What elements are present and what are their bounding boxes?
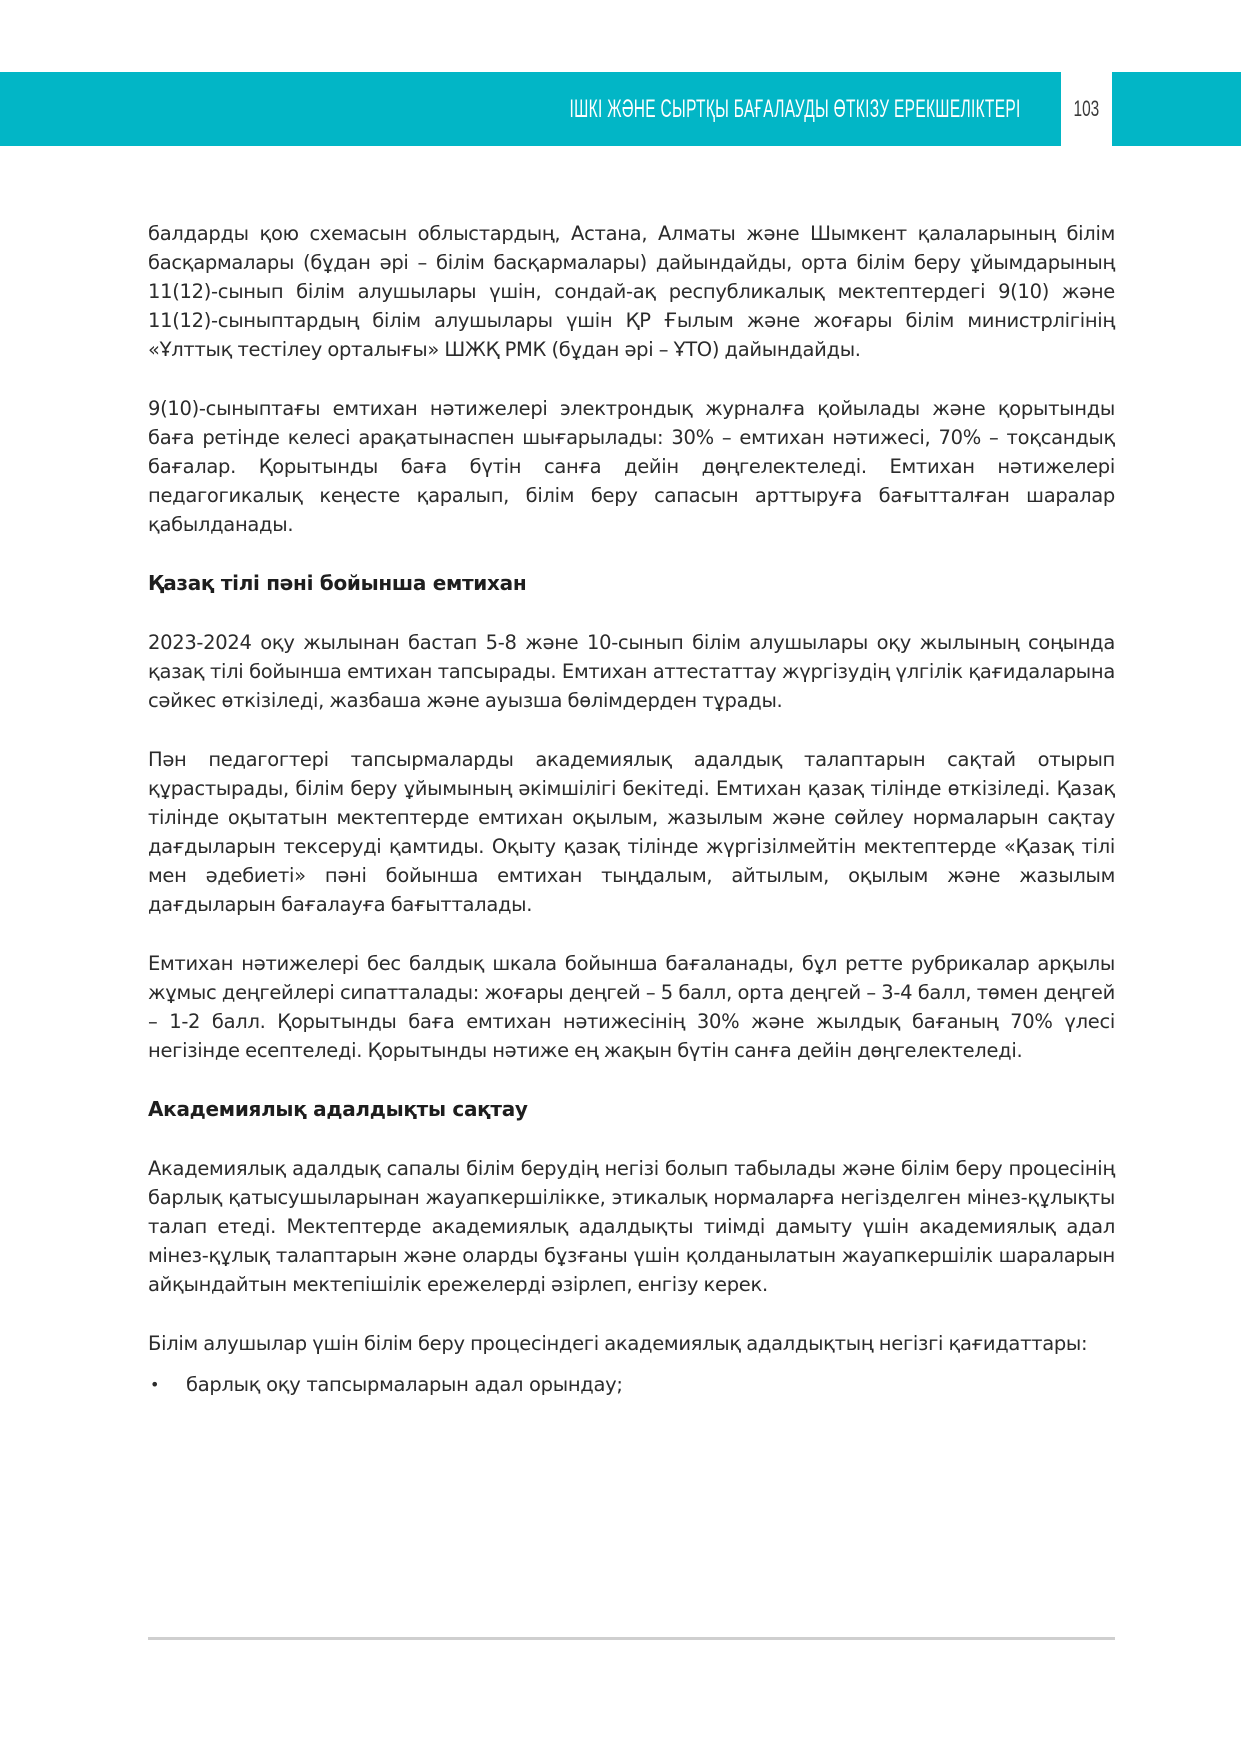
paragraph-exam-scoring: Емтихан нәтижелері бес балдық шкала бойынша бағаланады, бұл ретте рубрикалар арқылы жұмыс деңгейлері сипатталады: жоғары деңгей – 5 балл, орта деңгей – 3-4 балл, төмен деңгей – 1-2 балл. Қорытынды баға емтихан нәтижесінің 30% және жылдық бағаның 70% үлесі негізінде есептеледі. Қорытынды нәтиже ең жақын бүтін санға дейін дөңгелектеледі. [148,952,1115,1062]
spacer [148,364,1115,394]
section-heading-academic-integrity: Академиялық адалдықты сақтау [148,1097,528,1121]
page-content [148,219,1115,1399]
bullet-icon: • [150,1375,160,1394]
spacer [148,598,1115,628]
paragraph-grade-9-results: 9(10)-сыныптағы емтихан нәтижелері электрондық журналға қойылады және қорытынды баға ретінде келесі арақатынаспен шығарылады: 30% – емтихан нәтижесі, 70% – тоқсандық бағалар. Қорытынды баға бүтін санға дейін дөңгелектеледі. Емтихан нәтижелері педагогикалық кеңесте қаралып, білім беру сапасын арттыруға бағытталған шаралар қабылданады. [148,397,1115,536]
page-number-text: 103 [1073,96,1100,121]
spacer [148,919,1115,949]
spacer [148,1358,1115,1370]
list-item [148,1370,1115,1399]
spacer [148,1124,1115,1154]
paragraph-exam-preparation: Пән педагогтері тапсырмаларды академиялық адалдық талаптарын сақтай отырып құрастырады, білім беру ұйымының әкімшілігі бекітеді. Емтихан қазақ тілінде өткізіледі. Қазақ тілінде оқытатын мектептерде емтихан оқылым, жазылым және сөйлеу нормаларын сақтау дағдыларын тексеруді қамтиды. Оқыту қазақ тілінде жүргізілмейтін мектептерде «Қазақ тілі мен әдебиеті» пәні бойынша емтихан тыңдалым, айтылым, оқылым және жазылым дағдыларын бағалауға бағытталады. [148,748,1115,916]
header-accent-block [1112,72,1241,146]
paragraph-academic-integrity: Академиялық адалдық сапалы білім берудің негізі болып табылады және білім беру процесінің барлық қатысушыларынан жауапкершілікке, этикалық нормаларға негізделген мінез-құлықты талап етеді. Мектептерде академиялық адалдықты тиімді дамыту үшін академиялық адал мінез-құлық талаптарын және оларды бұзғаны үшін қолданылатын жауапкершілік шараларын айқындайтын мектепішілік ережелерді әзірлеп, енгізу керек. [148,1157,1115,1296]
spacer [148,715,1115,745]
section-heading-kazakh-exam: Қазақ тілі пәні бойынша емтихан [148,571,527,595]
paragraph-kazakh-exam-intro: 2023-2024 оқу жылынан бастап 5-8 және 10-сынып білім алушылары оқу жылының соңында қазақ тілі бойынша емтихан тапсырады. Емтихан аттестаттау жүргізудің үлгілік қағидаларына сәйкес өткізіледі, жазбаша және ауызша бөлімдерден тұрады. [148,631,1115,712]
spacer [148,1299,1115,1329]
footer-divider [148,1637,1115,1640]
header-bar [0,72,1061,146]
running-header-title: ІШКІ ЖӘНЕ СЫРТҚЫ БАҒАЛАУДЫ ӨТКІЗУ ЕРЕКШЕЛІКТЕРІ [569,95,1021,123]
paragraph-principles-intro: Білім алушылар үшін білім беру процесіндегі академиялық адалдықтың негізгі қағидаттары: [148,1332,1088,1355]
spacer [148,539,1115,569]
page-number [1061,72,1112,146]
paragraph-grading-scheme: балдарды қою схемасын облыстардың, Астана, Алматы және Шымкент қалаларының білім басқармалары (бұдан әрі – білім басқармалары) дайындайды, орта білім беру ұйымдарының 11(12)-сынып білім алушылары үшін, сондай-ақ республикалық мектептердегі 9(10) және 11(12)-сыныптардың білім алушылары үшін ҚР Ғылым және жоғары білім министрлігінің «Ұлттық тестілеу орталығы» ШЖҚ РМК (бұдан әрі – ҰТО) дайындайды. [148,222,1115,361]
list-item-text: барлық оқу тапсырмаларын адал орындау; [186,1373,623,1396]
principles-list [148,1370,1115,1399]
spacer [148,1065,1115,1095]
